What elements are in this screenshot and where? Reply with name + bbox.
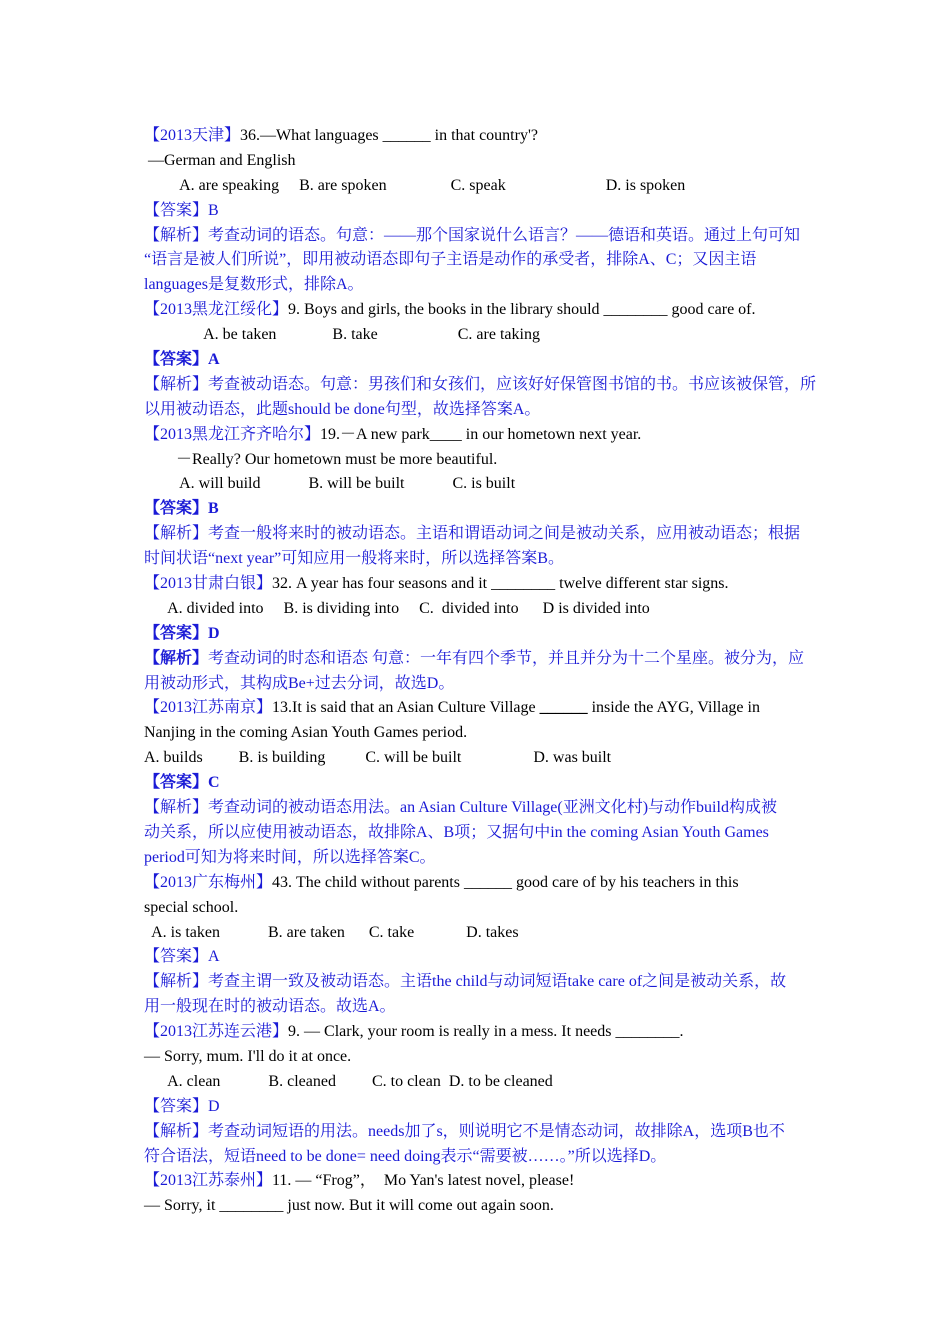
question-stem: 19.－A new park____ in our hometown next year. bbox=[320, 425, 642, 443]
question-stem: 36.—What languages ______ in that country'? bbox=[240, 127, 538, 144]
analysis-label: 【解析】 bbox=[144, 375, 209, 393]
analysis-line bbox=[144, 373, 817, 398]
analysis-text: 考查一般将来时的被动语态。主语和谓语动词之间是被动关系，应用被动语态；根据 bbox=[208, 525, 801, 543]
question-blank: ______ bbox=[539, 699, 588, 717]
answer-value: B bbox=[208, 201, 219, 219]
analysis-label: 【解析】 bbox=[144, 1122, 209, 1140]
question-reply: — Sorry, it ________ just now. But it will come out again soon. bbox=[144, 1197, 554, 1215]
answer-value: B bbox=[208, 500, 219, 518]
question-stem: Nanjing in the coming Asian Youth Games period. bbox=[144, 724, 468, 742]
analysis-text: 符合语法，短语need to be done= need doing表示“需要被……。”所以选择D。 bbox=[144, 1147, 667, 1165]
question-reply: —German and English bbox=[144, 151, 296, 169]
question-options: A. will build B. will be built C. is built bbox=[144, 475, 516, 493]
analysis-text: 时间状语“next year”可知应用一般将来时，所以选择答案B。 bbox=[144, 550, 564, 568]
analysis-text: 考查主谓一致及被动语态。主语the child与动词短语take care of之间是被动关系，故 bbox=[208, 973, 787, 991]
question-stem: 9. Boys and girls, the books in the library should ________ good care of. bbox=[288, 301, 756, 319]
question-1 bbox=[144, 124, 808, 149]
answer-line bbox=[144, 199, 808, 224]
analysis-line bbox=[144, 1120, 808, 1145]
analysis-label: 【解析】 bbox=[144, 649, 209, 667]
question-source: 【2013江苏泰州】 bbox=[144, 1172, 273, 1190]
answer-label: 【答案】 bbox=[144, 948, 209, 966]
question-stem: 43. The child without parents ______ good care of by his teachers in this bbox=[272, 873, 739, 891]
question-source: 【2013黑龙江齐齐哈尔】 bbox=[144, 425, 321, 443]
analysis-text: period可知为将来时间，所以选择答案C。 bbox=[144, 848, 436, 866]
question-options: A. are speaking B. are spoken C. speak D. is spoken bbox=[144, 176, 686, 194]
answer-line bbox=[144, 622, 808, 647]
question-options: A. builds B. is building C. will be built D. was built bbox=[144, 749, 612, 767]
question-options: A. divided into B. is dividing into C. divided into D is divided into bbox=[144, 599, 650, 617]
answer-label: 【答案】 bbox=[144, 351, 209, 369]
question-8 bbox=[144, 1169, 808, 1194]
analysis-text: 考查动词的时态和语态 句意：一年有四个季节，并且并分为十二个星座。被分为，应 bbox=[208, 649, 805, 667]
document-body bbox=[144, 124, 817, 1219]
analysis-text: 考查被动语态。句意：男孩们和女孩们，应该好好保管图书馆的书。书应该被保管，所 bbox=[208, 375, 817, 393]
question-options: A. be taken B. take C. are taking bbox=[144, 326, 540, 344]
question-3 bbox=[144, 423, 808, 448]
analysis-line bbox=[144, 970, 808, 995]
analysis-label: 【解析】 bbox=[144, 973, 209, 991]
analysis-text: 以用被动语态，此题should be done句型，故选择答案A。 bbox=[144, 400, 541, 418]
question-4 bbox=[144, 572, 808, 597]
analysis-label: 【解析】 bbox=[144, 525, 209, 543]
answer-line bbox=[144, 771, 808, 796]
analysis-text: 用被动形式，其构成Be+过去分词，故选D。 bbox=[144, 674, 455, 692]
analysis-text: languages是复数形式，排除A。 bbox=[144, 276, 364, 294]
answer-value: A bbox=[208, 351, 220, 369]
answer-line bbox=[144, 1095, 808, 1120]
question-stem: 13.It is said that an Asian Culture Village bbox=[272, 699, 540, 717]
question-source: 【2013广东梅州】 bbox=[144, 873, 273, 891]
analysis-label: 【解析】 bbox=[144, 799, 209, 817]
question-5 bbox=[144, 696, 808, 721]
analysis-text: 考查动词短语的用法。needs加了s，则说明它不是情态动词，故排除A，选项B也不 bbox=[208, 1122, 785, 1140]
answer-line bbox=[144, 348, 808, 373]
question-reply: — Sorry, mum. I'll do it at once. bbox=[144, 1047, 352, 1065]
analysis-text: 用一般现在时的被动语态。故选A。 bbox=[144, 998, 396, 1016]
analysis-text: 考查动词的语态。句意：——那个国家说什么语言？——德语和英语。通过上句可知 bbox=[208, 226, 801, 244]
question-reply: －Really? Our hometown must be more beautiful. bbox=[144, 450, 498, 468]
answer-line bbox=[144, 497, 808, 522]
question-stem: 11. — “Frog”， Mo Yan's latest novel, please! bbox=[272, 1172, 575, 1190]
answer-label: 【答案】 bbox=[144, 201, 209, 219]
answer-label: 【答案】 bbox=[144, 624, 209, 642]
question-stem: special school. bbox=[144, 898, 239, 916]
question-7 bbox=[144, 1020, 808, 1045]
question-source: 【2013江苏连云港】 bbox=[144, 1023, 289, 1041]
question-options: A. is taken B. are taken C. take D. takes bbox=[144, 923, 519, 941]
analysis-line bbox=[144, 796, 808, 821]
answer-value: C bbox=[208, 774, 220, 792]
answer-line bbox=[144, 945, 808, 970]
analysis-text: “语言是被人们所说”，即用被动语态即句子主语是动作的承受者，排除A、C；又因主语 bbox=[144, 251, 757, 269]
answer-value: D bbox=[208, 624, 220, 642]
question-6 bbox=[144, 871, 808, 896]
question-options: A. clean B. cleaned C. to clean D. to be cleaned bbox=[144, 1072, 553, 1090]
answer-label: 【答案】 bbox=[144, 1097, 209, 1115]
answer-value: D bbox=[208, 1097, 220, 1115]
question-stem: 32. A year has four seasons and it ________ twelve different star signs. bbox=[272, 575, 729, 593]
analysis-line bbox=[144, 224, 808, 249]
analysis-line bbox=[144, 522, 808, 547]
question-stem: inside the AYG, Village in bbox=[587, 699, 760, 717]
answer-label: 【答案】 bbox=[144, 500, 209, 518]
answer-value: A bbox=[208, 948, 220, 966]
analysis-label: 【解析】 bbox=[144, 226, 209, 244]
question-source: 【2013甘肃白银】 bbox=[144, 575, 273, 593]
analysis-text: 考查动词的被动语态用法。an Asian Culture Village(亚洲文化村)与动作build构成被 bbox=[208, 799, 777, 817]
question-stem: 9. — Clark, your room is really in a mess. It needs ________. bbox=[288, 1023, 684, 1041]
question-source: 【2013天津】 bbox=[144, 127, 241, 144]
analysis-line bbox=[144, 647, 808, 672]
question-source: 【2013黑龙江绥化】 bbox=[144, 301, 289, 319]
question-2 bbox=[144, 298, 808, 323]
analysis-text: 动关系，所以应使用被动语态，故排除A、B项；又据句中in the coming Asian Youth Games bbox=[144, 823, 769, 841]
question-source: 【2013江苏南京】 bbox=[144, 699, 273, 717]
answer-label: 【答案】 bbox=[144, 774, 209, 792]
